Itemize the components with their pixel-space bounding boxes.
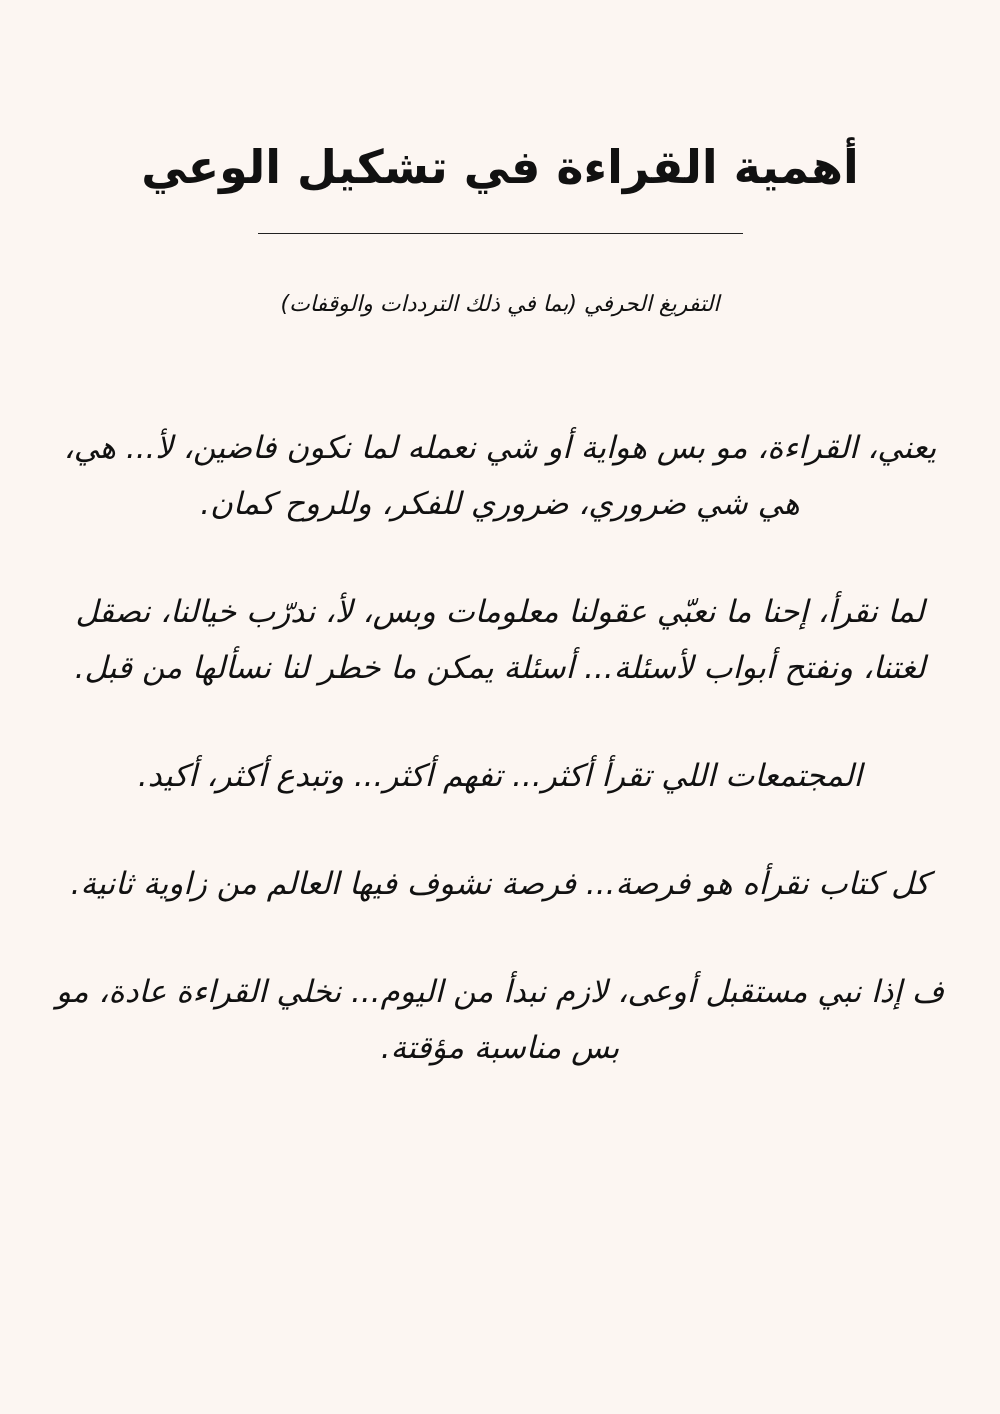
title-divider [258,233,743,234]
paragraph: كل كتاب نقرأه هو فرصة... فرصة نشوف فيها العالم من زاوية ثانية. [70,866,930,902]
subtitle: التفريغ الحرفي (بما في ذلك الترددات والوقفات) [280,292,720,317]
page-title: أهمية القراءة في تشكيل الوعي [141,140,859,194]
paragraph: لما نقرأ، إحنا ما نعبّي عقولنا معلومات وبس، لأ، ندرّب خيالنا، نصقل لغتنا، ونفتح أبواب لأسئلة... أسئلة يمكن ما خطر لنا نسألها من قبل. [74,594,926,686]
paragraph: ف إذا نبي مستقبل أوعى، لازم نبدأ من اليوم... نخلي القراءة عادة، مو بس مناسبة مؤقتة. [55,974,944,1066]
paragraph: المجتمعات اللي تقرأ أكثر... تفهم أكثر... وتبدع أكثر، أكيد. [137,758,863,794]
paragraph: يعني، القراءة، مو بس هواية أو شي نعمله لما نكون فاضين، لأ... هي، هي شي ضروري، ضروري للفكر، وللروح كمان. [63,430,937,522]
transcript-body [45,420,955,1128]
